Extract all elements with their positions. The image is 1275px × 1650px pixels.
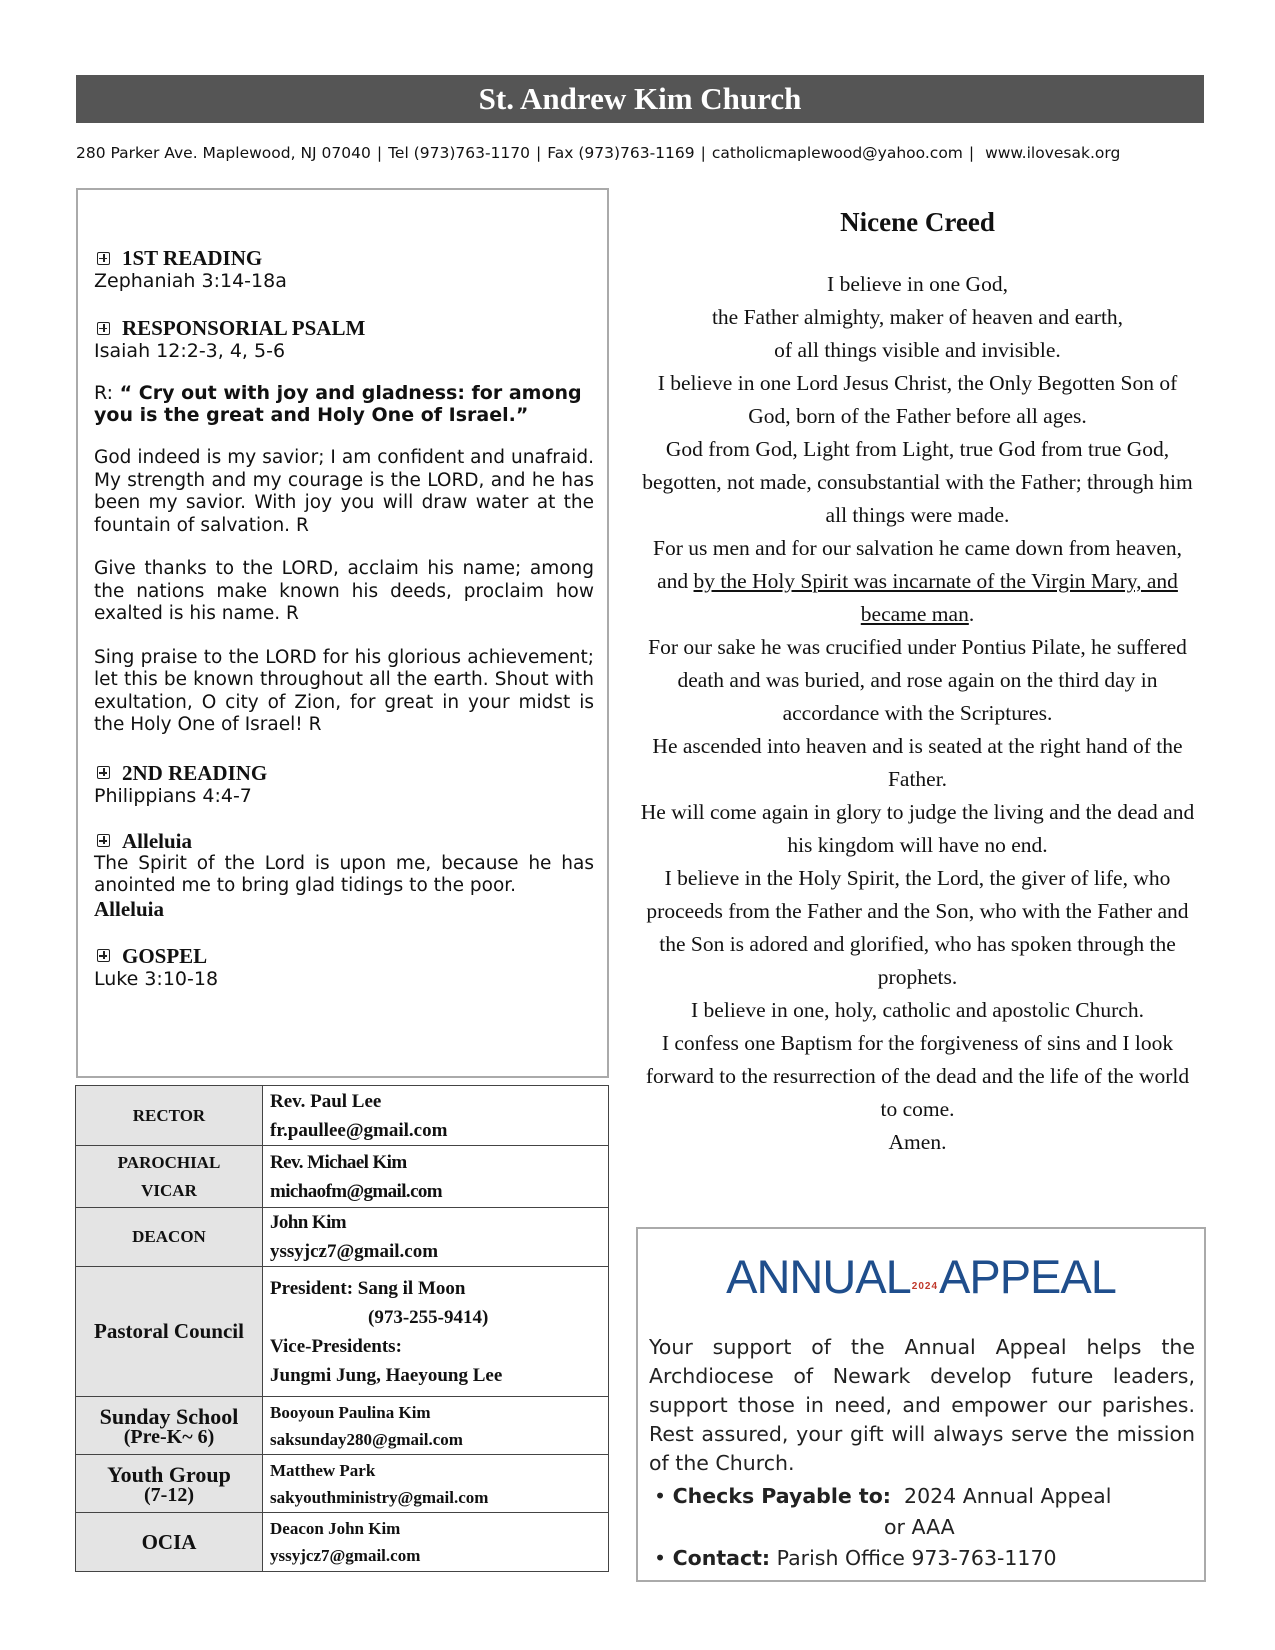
first-reading-ref: Zephaniah 3:14-18a (94, 270, 287, 292)
contact-cell: Booyoun Paulina Kim saksunday280@gmail.com (263, 1397, 609, 1455)
contact-cell: John Kim yssyjcz7@gmail.com (263, 1208, 609, 1267)
underlined-phrase: by the Holy Spirit was incarnate of the Virgin Mary, and became man (693, 569, 1178, 626)
first-reading-heading: 1ST READING (94, 246, 594, 270)
appeal-description: Your support of the Annual Appeal helps the Archdiocese of Newark develop future leaders, support those in need, and empower our parishes. Rest assured, your gift will always serve the mission of the Church. (649, 1335, 1195, 1475)
psalm-verse: Give thanks to the LORD, acclaim his name; among the nations make known his deeds, proclaim how exalted is his name. R (94, 558, 594, 624)
nicene-creed (640, 200, 1195, 1159)
alleluia-verse: The Spirit of the Lord is upon me, because he has anointed me to bring glad tidings to the poor. (94, 852, 594, 896)
cross-box-icon (97, 834, 110, 847)
table-row (76, 1208, 609, 1267)
email-link[interactable]: michaofm@gmail.com (270, 1180, 443, 1202)
second-reading-ref: Philippians 4:4-7 (94, 784, 252, 807)
email-link[interactable]: fr.paullee@gmail.com (270, 1119, 448, 1141)
cross-box-icon (97, 766, 110, 779)
cross-box-icon (97, 252, 110, 265)
table-row (76, 1267, 609, 1397)
gospel-heading: GOSPEL (94, 944, 594, 968)
email-link[interactable]: yssyjcz7@gmail.com (270, 1241, 439, 1262)
table-row (76, 1086, 609, 1146)
contact-cell: Matthew Park sakyouthministry@gmail.com (263, 1455, 609, 1513)
checks-alt: or AAA (884, 1515, 955, 1539)
psalm-ref: Isaiah 12:2-3, 4, 5-6 (94, 340, 286, 362)
role-cell: PAROCHIAL VICAR (76, 1146, 263, 1208)
contact-cell: Rev. Paul Lee fr.paullee@gmail.com (263, 1086, 609, 1146)
telephone: Tel (973)763-1170 (388, 144, 530, 162)
email-link[interactable]: catholicmaplewood@yahoo.com (711, 144, 963, 162)
role-cell: Youth Group (7-12) (76, 1455, 263, 1513)
contact-item: • Contact: Parish Office 973-763-1170 (654, 1546, 1057, 1570)
address: 280 Parker Ave. Maplewood, NJ 07040 (76, 144, 371, 162)
appeal-details (654, 1481, 1194, 1574)
psalm-response: R: “ Cry out with joy and gladness: for among you is the great and Holy One of Israel.” (94, 382, 582, 426)
church-title: St. Andrew Kim Church (76, 75, 1204, 123)
role-cell: DEACON (76, 1208, 263, 1267)
role-cell: OCIA (76, 1513, 263, 1572)
email-link[interactable]: saksunday280@gmail.com (270, 1429, 463, 1449)
staff-directory-table (75, 1085, 609, 1572)
contact-cell: Deacon John Kim yssyjcz7@gmail.com (263, 1513, 609, 1572)
contact-cell: President: Sang il Moon (973-255-9414) Vice-Presidents: Jungmi Jung, Haeyoung Lee (263, 1267, 609, 1397)
alleluia-closing: Alleluia (94, 896, 165, 921)
alleluia-heading: Alleluia (94, 829, 594, 853)
cross-box-icon (97, 949, 110, 962)
role-cell: Sunday School (Pre-K~ 6) (76, 1397, 263, 1455)
readings-panel (76, 188, 609, 1078)
creed-title: Nicene Creed (840, 207, 995, 237)
fax: Fax (973)763-1169 (547, 144, 695, 162)
annual-appeal-logo: $ANNUAL^{2024}APPEAL$ (726, 1250, 1116, 1303)
email-link[interactable]: yssyjcz7@gmail.com (270, 1546, 421, 1565)
checks-payable-item: • Checks Payable to: 2024 Annual Appeal (654, 1484, 1112, 1508)
contact-cell: Rev. Michael Kim michaofm@gmail.com (263, 1146, 609, 1208)
table-row (76, 1455, 609, 1513)
website-link[interactable]: www.ilovesak.org (985, 144, 1121, 162)
role-cell: Pastoral Council (76, 1267, 263, 1397)
table-row (76, 1513, 609, 1572)
cross-box-icon (97, 322, 110, 335)
psalm-verse: Sing praise to the LORD for his glorious achievement; let this be known throughout all the earth. Shout with exultation, O city of Zion, for great in your midst is the Holy One of Israel! R (94, 646, 594, 735)
psalm-verse: God indeed is my savior; I am confident and unafraid. My strength and my courage is the LORD, and he has been my savior. With joy you will draw water at the fountain of salvation. R (94, 447, 594, 536)
role-cell: RECTOR (76, 1086, 263, 1146)
table-row (76, 1146, 609, 1208)
table-row (76, 1397, 609, 1455)
psalm-heading: RESPONSORIAL PSALM (94, 316, 594, 340)
gospel-ref: Luke 3:10-18 (94, 967, 219, 990)
annual-appeal-panel (636, 1227, 1206, 1582)
creed-text: I believe in one God, the Father almighty, maker of heaven and earth, of all things visible and invisible. I believe in one Lord Jesus Christ, the Only Begotten Son of God, born of the Father before all ages. God from God, Light from Light, true God from true God, begotten, not made, consubstantial with the Father; through him all things were made. For us men and for our salvation he came down from heaven, and by the Holy Spirit was incarnate of the Virgin Mary, and became man. For our sake he was crucified under Pontius Pilate, he suffered death and was buried, and rose again on the third day in accordance with the Scriptures. He ascended into heaven and is seated at the right hand of the Father. He will come again in glory to judge the living and the dead and his kingdom will have no end. I believe in the Holy Spirit, the Lord, the giver of life, who proceeds from the Father and the Son, who with the Father and the Son is adored and glorified, who has spoken through the prophets. I believe in one, holy, catholic and apostolic Church. I confess one Baptism for the forgiveness of sins and I look forward to the resurrection of the dead and the life of the world to come. Amen. (640, 272, 1195, 1154)
email-link[interactable]: sakyouthministry@gmail.com (270, 1487, 489, 1507)
contact-line: 280 Parker Ave. Maplewood, NJ 07040 | Tel (973)763-1170 | Fax (973)763-1169 | catholicmaplewood@yahoo.com | www.ilovesak.org (76, 144, 1121, 162)
second-reading-heading: 2ND READING (94, 761, 594, 785)
